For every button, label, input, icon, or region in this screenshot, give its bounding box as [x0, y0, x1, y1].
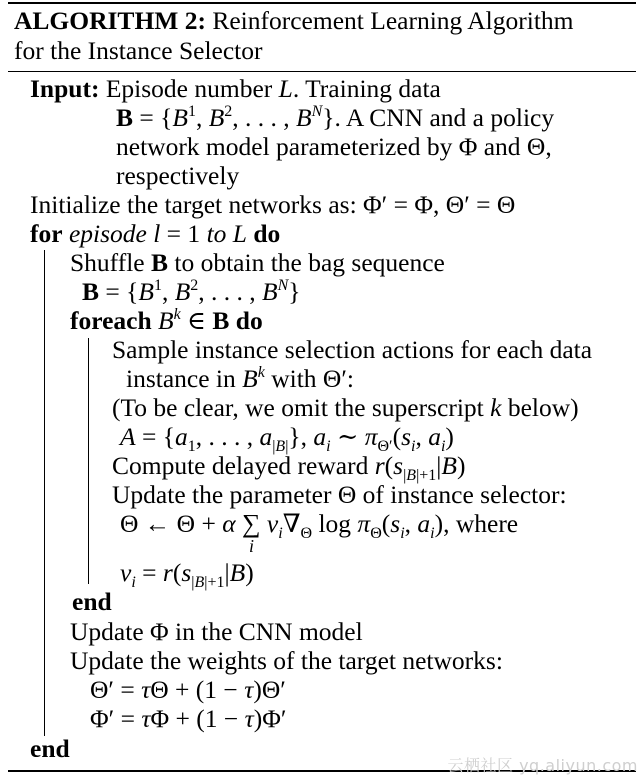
foreach-loop-guide — [88, 338, 89, 584]
theta-prime-equation: Θ′ = τΘ + (1 − τ)Θ′ — [90, 675, 286, 704]
foreach-end: end — [72, 587, 112, 616]
algorithm-label: ALGORITHM 2: — [14, 6, 206, 35]
algorithm-title-line-1 — [14, 6, 574, 36]
shuffle-line-2: $B = \{B^1$, $B^2$, . . . , $B^N$} — [82, 277, 301, 306]
update-target-line: Update the weights of the target networks: — [70, 646, 503, 675]
vi-equation: $v_i = r(s_{|B|+1}|B)$ — [120, 558, 254, 591]
actions-line: $A = \{a_1$, . . . , $a_{|B|}$}, $a_i$ ∼ $\pi_{\Theta'}(s_i$, $a_i$) — [120, 422, 454, 455]
input-keyword: Input: — [30, 74, 100, 103]
update-phi-line: Update Φ in the CNN model — [70, 617, 363, 646]
input-line-4: respectively — [116, 161, 240, 190]
algorithm-title: Reinforcement Learning Algorithm — [212, 6, 574, 35]
update-theta-line: Update the parameter Θ of instance selector: — [112, 480, 567, 509]
algorithm-box — [4, 2, 636, 774]
for-end: end — [30, 734, 70, 763]
input-line-1: Input: Episode number L. Training data — [30, 74, 441, 103]
phi-prime-equation: Φ′ = τΦ + (1 − τ)Φ′ — [90, 704, 287, 733]
for-loop-guide — [44, 250, 45, 736]
shuffle-line-1: Shuffle B to obtain the bag sequence — [70, 248, 445, 277]
watermark: 云栖社区 yq.aliyun.com — [447, 756, 638, 775]
title-rule — [8, 71, 636, 72]
sum-symbol: ∑ i — [241, 509, 261, 556]
reward-line: Compute delayed reward $r(s_{|B|+1}|B)$ — [112, 451, 466, 484]
update-theta-equation: Θ ← Θ + α ∑ i $v_i\nabla_\Theta$ $\log \pi_\Theta(s_i$, $a_i$), where — [120, 509, 519, 556]
foreach-line: foreach $B^k$ ∈ B do — [70, 306, 263, 335]
sample-line-2: instance in $B^k$ with Θ′: — [126, 364, 354, 393]
input-line-2: $B = \{B^1$, $B^2$, . . . , $B^N$}. A CNN and a policy — [116, 103, 555, 132]
clear-line: (To be clear, we omit the superscript k below) — [112, 393, 579, 422]
init-line: Initialize the target networks as: Φ′ = Φ, Θ′ = Θ — [30, 190, 516, 219]
for-line: for episode l = 1 to L do — [30, 219, 281, 248]
sample-line-1: Sample instance selection actions for each data — [112, 335, 593, 364]
algorithm-title-line-2: for the Instance Selector — [14, 36, 263, 65]
top-rule — [8, 2, 636, 4]
input-line-3: network model parameterized by Φ and Θ, — [116, 132, 552, 161]
